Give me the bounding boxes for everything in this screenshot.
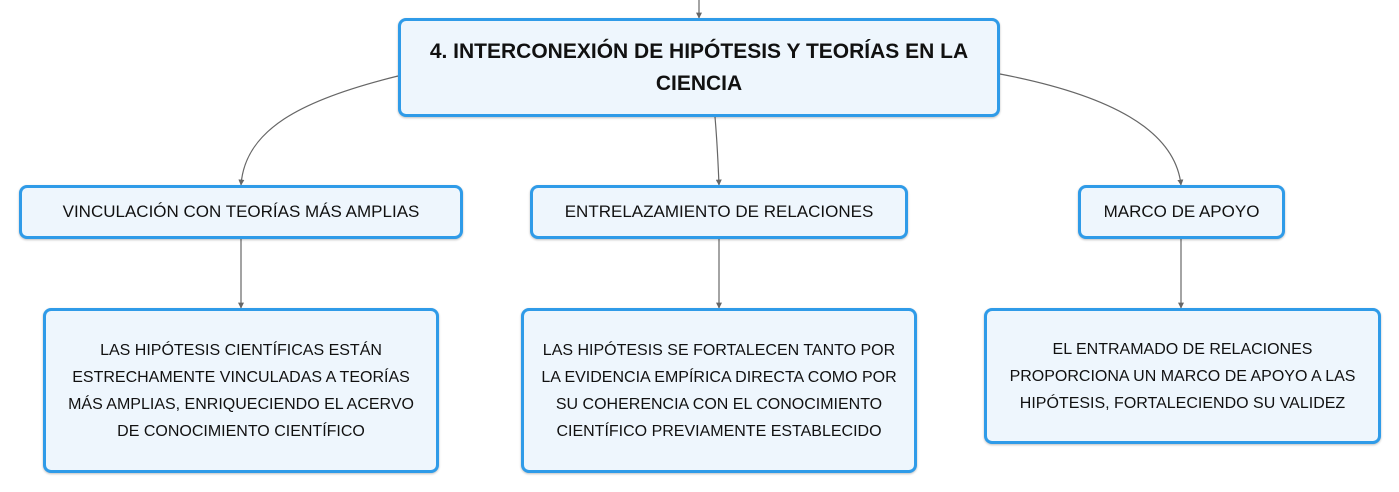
detail-topic-marco[interactable] [984, 308, 1381, 444]
detail-topic-text: LAS HIPÓTESIS CIENTÍFICAS ESTÁN ESTRECHAMENTE VINCULADAS A TEORÍAS MÁS AMPLIAS, ENRIQUECIENDO EL ACERVO DE CONOCIMIENTO CIENTÍFICO [68, 341, 414, 440]
branch-topic-label: VINCULACIÓN CON TEORÍAS MÁS AMPLIAS [62, 202, 420, 221]
branch-topic-vinculacion[interactable] [19, 185, 463, 239]
detail-topic-text: LAS HIPÓTESIS SE FORTALECEN TANTO POR LA EVIDENCIA EMPÍRICA DIRECTA COMO POR SU COHERENCIA CON EL CONOCIMIENTO CIENTÍFICO PREVIAMENTE ESTABLECIDO [541, 341, 897, 440]
connector-root-branch-1 [241, 76, 398, 185]
branch-topic-label: MARCO DE APOYO [1103, 202, 1260, 221]
branch-topic-label: ENTRELAZAMIENTO DE RELACIONES [564, 202, 874, 221]
connector-root-branch-3 [1000, 74, 1181, 185]
detail-topic-text: EL ENTRAMADO DE RELACIONES PROPORCIONA UN MARCO DE APOYO A LAS HIPÓTESIS, FORTALECIENDO SU VALIDEZ [1009, 340, 1356, 412]
central-topic[interactable] [398, 18, 1000, 117]
connector-root-branch-2 [715, 117, 719, 185]
detail-topic-vinculacion[interactable] [43, 308, 439, 473]
branch-topic-marco[interactable] [1078, 185, 1285, 239]
detail-topic-entrelazamiento[interactable] [521, 308, 917, 473]
branch-topic-entrelazamiento[interactable] [530, 185, 908, 239]
central-topic-text: 4. INTERCONEXIÓN DE HIPÓTESIS Y TEORÍAS EN LA CIENCIA [429, 39, 969, 95]
